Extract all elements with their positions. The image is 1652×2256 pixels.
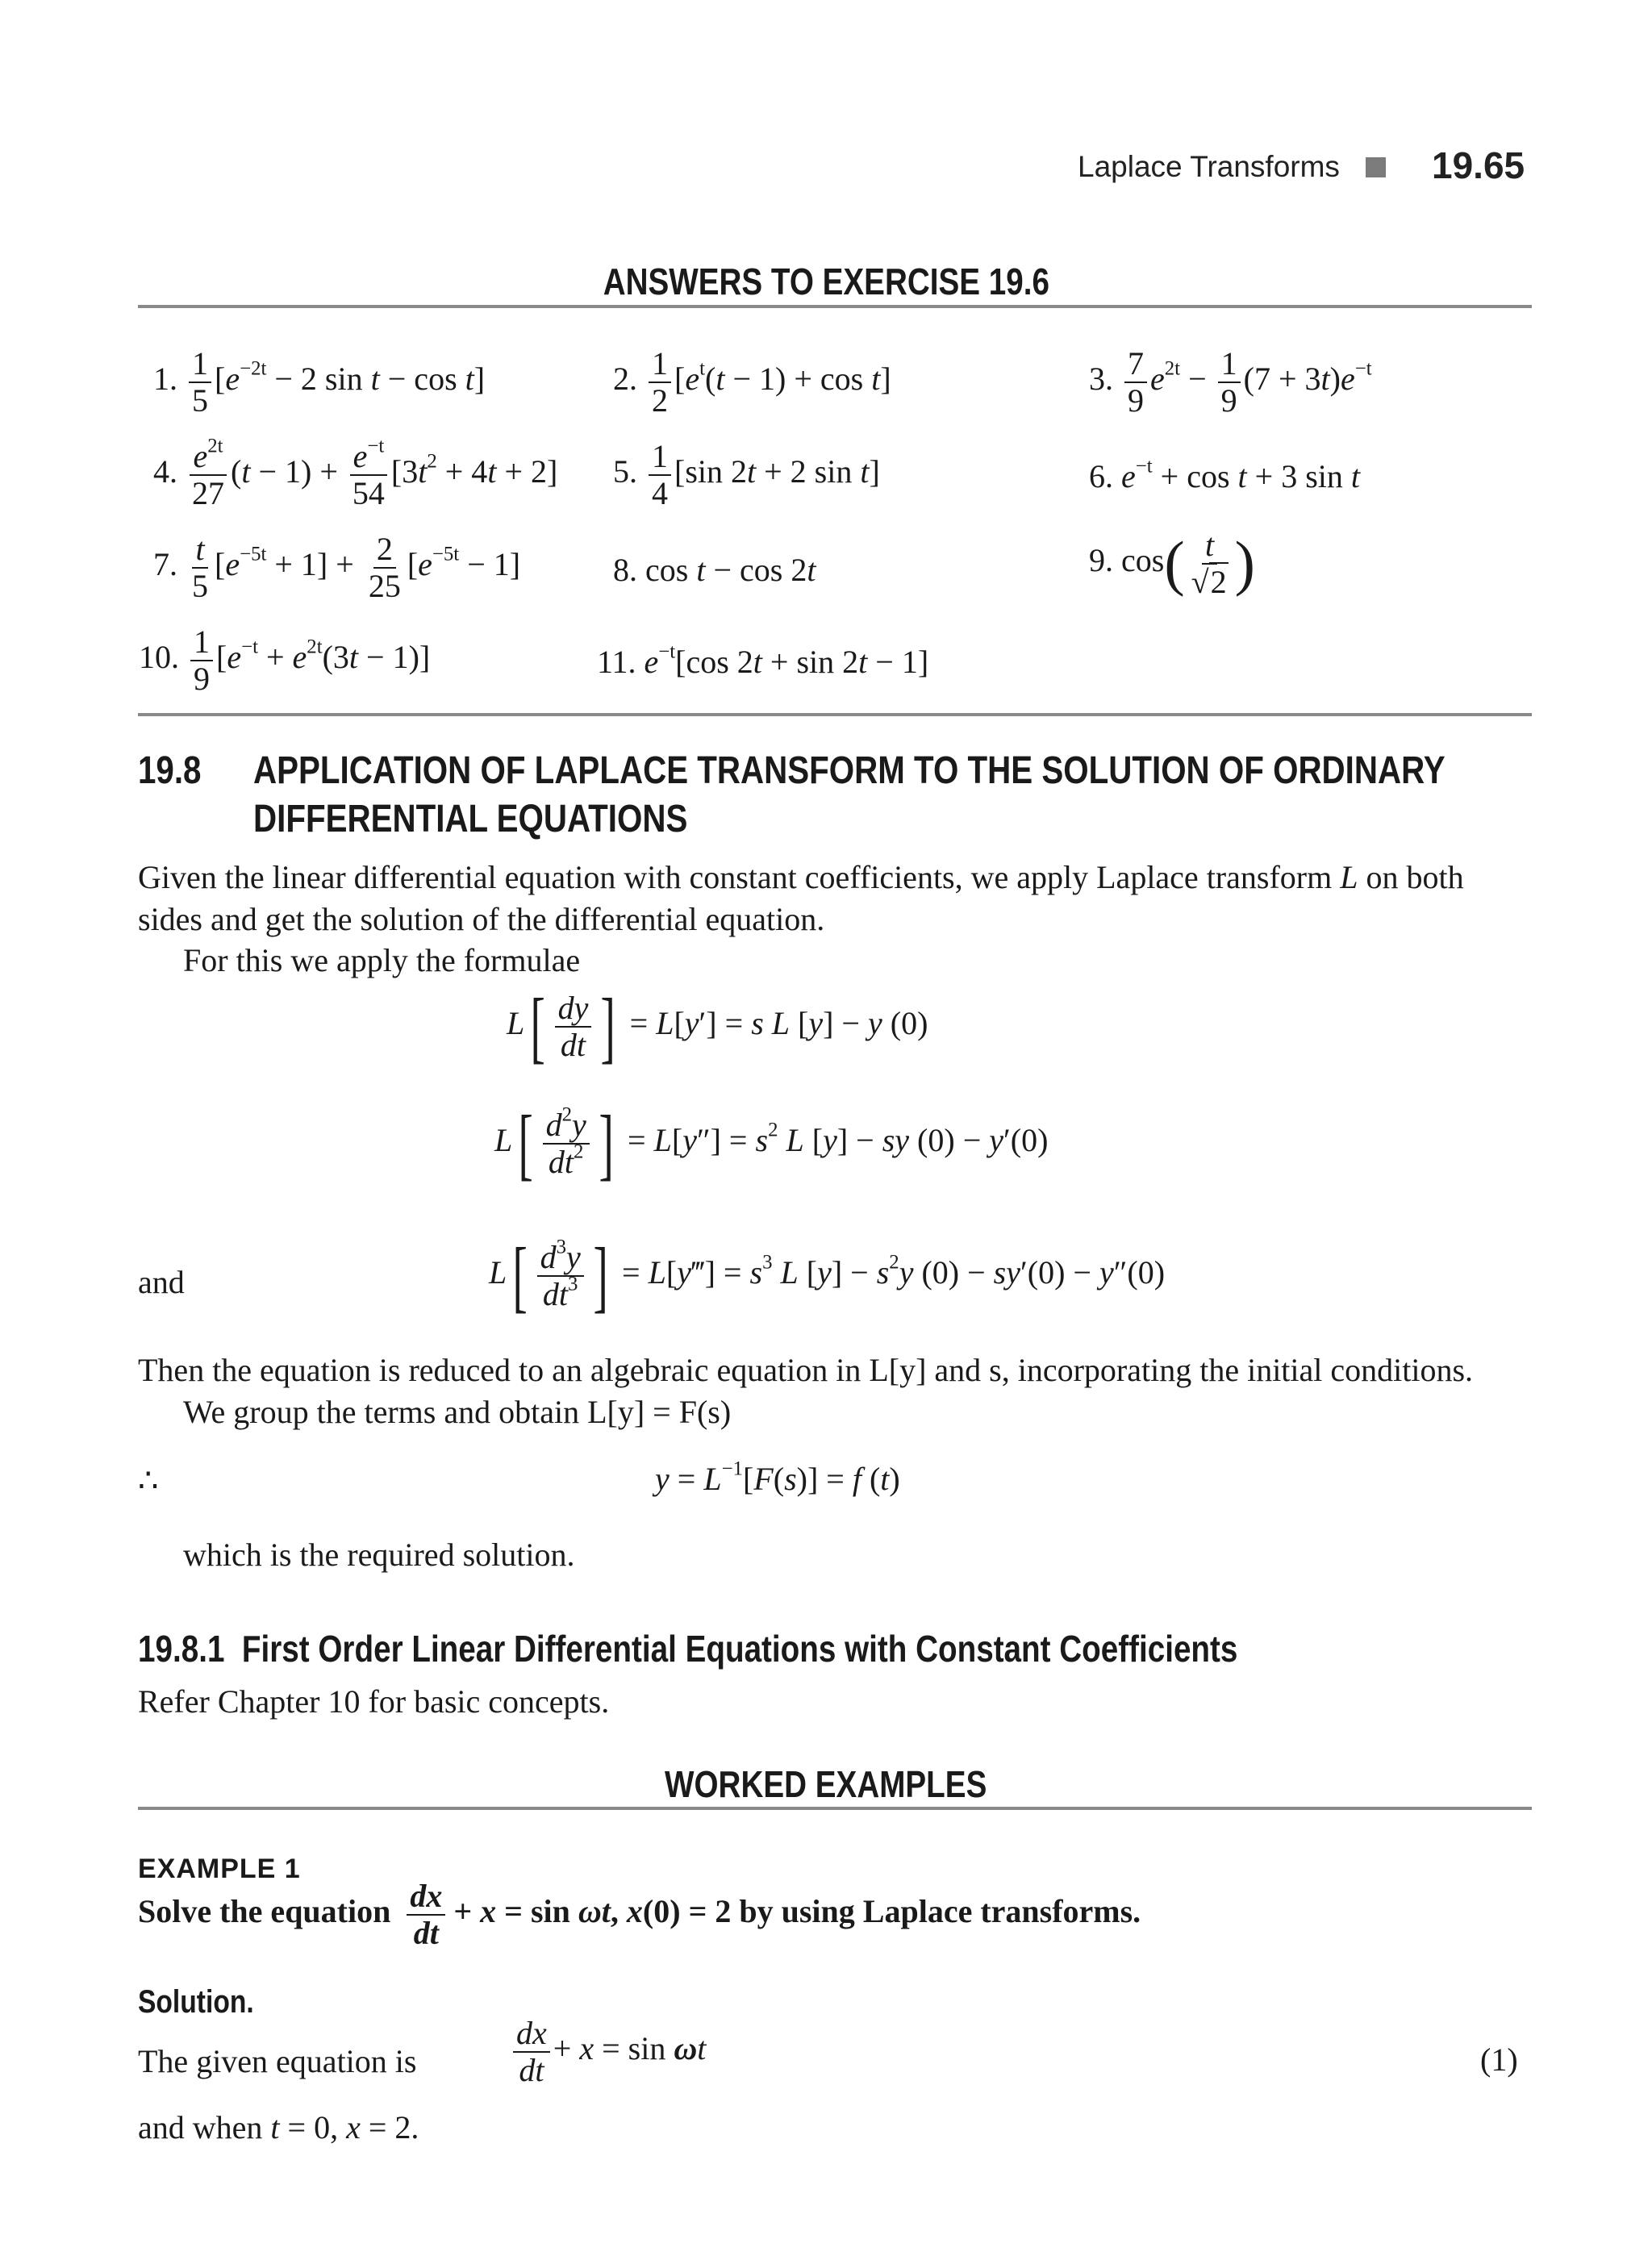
answer-6: 6. $e^{-t} + \cos t + 3$ sin t bbox=[1089, 455, 1361, 494]
answer-10: 10. $\frac{1}{9}$ $[e^{-t} + e^{2t}(3t - 1)]$ bbox=[139, 623, 431, 697]
intro-line1: Given the linear differential equation with constant coefficients, we apply Laplace transform bbox=[138, 859, 1341, 895]
subsection-number: 19.8.1 bbox=[138, 1628, 225, 1670]
inverse-transform-formula: $y = L^{-1}[F(s)] = f$ (t) bbox=[655, 1457, 900, 1497]
section-title-line2: DIFFERENTIAL EQUATIONS bbox=[253, 798, 688, 840]
answer-4: 4. $\frac{e^{2t}}{27}$ (t − 1) + $\frac{e^{-t}}{54}$ $[3t^2 + 4t + 2]$ bbox=[153, 435, 558, 511]
answer-number: 1. bbox=[153, 361, 177, 398]
answer-number: 7. bbox=[153, 546, 177, 583]
answer-11: 11. $e^{-t}[\cos$ 2t + sin 2t − 1] bbox=[597, 640, 929, 680]
answer-number: 10. bbox=[139, 639, 179, 676]
example-label: EXAMPLE 1 bbox=[138, 1854, 301, 1884]
answer-number: 11. bbox=[597, 644, 636, 680]
section-title-line1: APPLICATION OF LAPLACE TRANSFORM TO THE SOLUTION OF ORDINARY bbox=[253, 749, 1446, 792]
answers-top-rule bbox=[138, 305, 1532, 308]
refer-text: Refer Chapter 10 for basic concepts. bbox=[138, 1683, 610, 1720]
reduced-paragraph: Then the equation is reduced to an algebraic equation in L[y] and s, incorporating the initial conditions. bbox=[138, 1352, 1474, 1388]
formula-second-derivative: L[ $\frac{d^2y}{dt^2}$ ] = $L[y''] = s^2$ L [y] − sy (0) − y′(0) bbox=[494, 1099, 1049, 1188]
intro-paragraph: Given the linear differential equation with constant coefficients, we apply Laplace transform L on both sides and get the solution of the differential equation. bbox=[138, 859, 1464, 937]
subsection-title: First Order Linear Differential Equations with Constant Coefficients bbox=[241, 1628, 1238, 1670]
formula-third-derivative: L[ $\frac{d^3y}{dt^3}$ ] = L[y‴] = $s^3$ L $[y] - s^2y$ (0) − sy′(0) − y″(0) bbox=[489, 1231, 1166, 1320]
answer-number: 3. bbox=[1089, 361, 1113, 398]
example-problem: Solve the equation $\frac{dx}{dt}$ + x = sin ωt, x(0) = 2 by using Laplace transforms. bbox=[138, 1878, 1141, 1951]
worked-examples-heading: WORKED EXAMPLES bbox=[665, 1763, 987, 1805]
answer-9: 9. cos( $\frac{t}{√2}$ ) bbox=[1089, 527, 1255, 600]
answers-heading: ANSWERS TO EXERCISE 19.6 bbox=[603, 261, 1049, 302]
group-paragraph: We group the terms and obtain L[y] = F(s) bbox=[183, 1394, 732, 1430]
answer-5: 5. $\frac{1}{4}$ [sin 2t + 2 sin t] bbox=[613, 438, 880, 511]
formula-first-derivative: L[ $\frac{dy}{dt}$ ] = L[y′] = s L [y] − y (0) bbox=[507, 982, 928, 1071]
required-solution-text: which is the required solution. bbox=[183, 1537, 575, 1573]
page-number: 19.65 bbox=[1432, 144, 1525, 186]
answer-number: 5. bbox=[613, 453, 637, 490]
formulae-lead: For this we apply the formulae bbox=[183, 942, 581, 978]
answer-1: 1. $\frac{1}{5}$ [$e^{-2t} - 2$ sin t − cos t] bbox=[153, 345, 486, 419]
problem-suffix: by using Laplace transforms. bbox=[739, 1893, 1141, 1930]
therefore-symbol: ∴ bbox=[138, 1462, 159, 1499]
equation-number: (1) bbox=[1480, 2041, 1518, 2078]
intro-line2: sides and get the solution of the differential equation. bbox=[138, 901, 825, 937]
answer-3: 3. $\frac{7}{9}$ $e^{2t}$ − $\frac{1}{9}$ $(7 + 3t)e^{-t}$ bbox=[1089, 345, 1372, 419]
running-title: Laplace Transforms bbox=[1078, 150, 1340, 183]
and-label: and bbox=[138, 1264, 185, 1300]
answer-number: 8. bbox=[613, 552, 637, 588]
answer-number: 2. bbox=[613, 361, 637, 398]
header-square-icon bbox=[1366, 157, 1386, 177]
initial-condition-text: and when t = 0, x = 2. bbox=[138, 2109, 419, 2145]
answer-7: 7. $\frac{t}{5}$ $[e^{-5t} + 1]$ + $\frac{2}{25}$ $[e^{-5t} - 1]$ bbox=[153, 531, 521, 604]
given-equation: $\frac{dx}{dt}$ + x = sin ωt bbox=[510, 2016, 706, 2087]
answer-8: 8. cos t − cos 2t bbox=[613, 552, 816, 588]
answer-2: 2. $\frac{1}{2}$ $[e^t(t - 1) + \cos t]$ bbox=[613, 345, 891, 419]
given-equation-text: The given equation is bbox=[138, 2043, 417, 2079]
worked-examples-rule bbox=[138, 1807, 1532, 1810]
answers-bottom-rule bbox=[138, 713, 1532, 716]
subsection-heading bbox=[138, 1627, 1237, 1670]
section-number: 19.8 bbox=[138, 749, 202, 792]
answer-number: 9. bbox=[1089, 542, 1113, 579]
answer-number: 6. bbox=[1089, 458, 1113, 494]
problem-prefix: Solve the equation bbox=[138, 1893, 391, 1930]
solution-label: Solution. bbox=[138, 1984, 254, 2020]
answer-number: 4. bbox=[153, 453, 177, 490]
